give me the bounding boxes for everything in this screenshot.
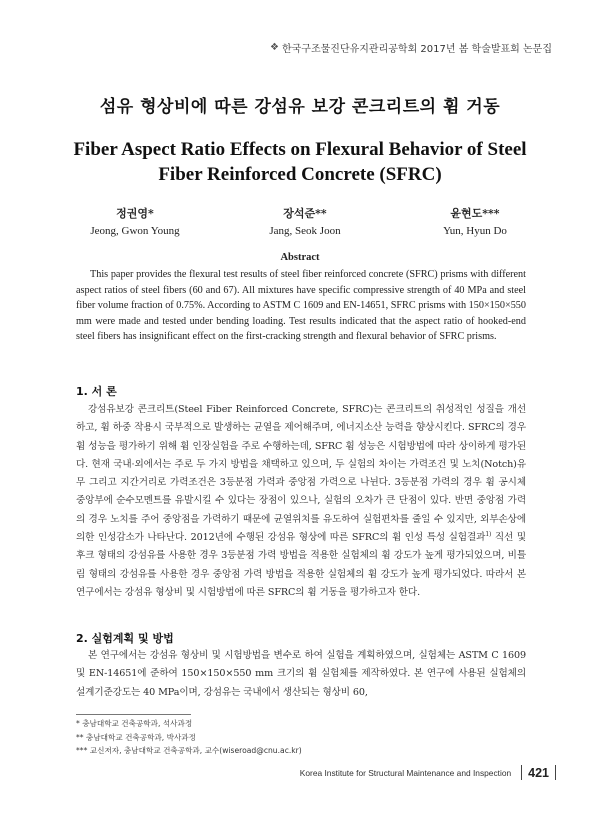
- english-title-line-1: Fiber Aspect Ratio Effects on Flexural Behavior of Steel: [73, 139, 527, 160]
- english-title: [40, 137, 560, 187]
- footnote-3: *** 교신저자, 충남대학교 건축공학과, 교수(wiseroad@cnu.ac.kr): [76, 746, 302, 755]
- author-1: [60, 205, 210, 237]
- section-1-heading: 1. 서 론: [76, 385, 117, 398]
- header-text: 한국구조물진단유지관리공학회 2017년 봄 학술발표회 논문집: [281, 44, 552, 55]
- abstract-text: This paper provides the flexural test results of steel fiber reinforced concrete (SFRC) prisms with different aspect ratios of steel fibers (60 and 67). All mixtures have specific compressive strength of 40 MPa and steel fiber volume fraction of 0.75%. According to ASTM C 1609 and EN-14651, SFRC prisms with 150×150×550 mm were made and tested under bending loading. Test results indicated that the aspect ratio of hooked-end steel fibers has insignificant effect on the first-cracking strength and flexural behavior of SFRC prisms.: [76, 269, 526, 343]
- footer-divider: [521, 765, 522, 780]
- section-2-body: 본 연구에서는 강섬유 형상비 및 시험방법을 변수로 하여 실험을 계획하였으며, 실험체는 ASTM C 1609 및 EN-14651에 준하여 150×150×550 mm 크기의 휨 실험체를 제작하였다. 본 연구에 사용된 실험체의 설계기준강도는 40 MPa이며, 강섬유는 국내에서 생산되는 형상비 60,: [76, 650, 526, 698]
- author-name-korean: 장석준**: [283, 207, 327, 220]
- section-2-heading: 2. 실험계획 및 방법: [76, 632, 174, 645]
- author-list: [60, 205, 550, 237]
- author-name-english: Yun, Hyun Do: [443, 225, 507, 237]
- square-mark-icon: ❖: [270, 42, 279, 53]
- page-number: 421: [528, 765, 549, 780]
- english-title-line-2: Fiber Reinforced Concrete (SFRC): [158, 164, 442, 185]
- footer-institute: Korea Institute for Structural Maintenance and Inspection: [299, 767, 512, 778]
- author-name-korean: 정권영*: [116, 207, 154, 220]
- abstract-heading: Abstract: [280, 252, 320, 263]
- section-1-text-part-1: 강섬유보강 콘크리트(Steel Fiber Reinforced Concrete, SFRC)는 콘크리트의 취성적인 성질을 개선하고, 휨 하중 작용시 국부적으로 발생하는 균열을 제어해주며, 에너지소산 능력을 향상시킨다. SFRC의 경우 휨 성능을 평가하기 위해 휨 인장실험을 주로 수행하는데, SFRC 휨 성능은 시험방법에 따라 상이하게 평가된다. 현재 국내·외에서는 주로 두 가지 방법을 채택하고 있으며, 두 실험의 차이는 가력조건 및 노치(Notch)유무 그리고 지간거리로 가력조건은 3등분점 가력과 중앙점 가력으로 나뉜다. 3등분점 가력의 경우 휨 공시체 중앙부에 순수모멘트를 유발시킬 수 있다는 장점이 있으나, 실험의 오차가 큰 단점이 있다. 반면 중앙점 가력의 경우 노치를 주어 중앙점을 가력하기 때문에 균열위치를 유도하여 실험편차를 줄일 수 있지만, 외부손상에 의한 인성감소가 나타난다. 2012년에 수행된 강섬유 형상에 따른 SFRC의 휨 인성 특성 실험결과: [76, 404, 526, 544]
- citation-superscript[interactable]: 1): [485, 530, 492, 538]
- running-header: [270, 40, 552, 55]
- footnote-2: ** 충남대학교 건축공학과, 박사과정: [76, 732, 196, 742]
- author-2: [230, 205, 380, 237]
- author-name-english: Jeong, Gwon Young: [90, 225, 180, 237]
- section-1-body: [76, 401, 526, 602]
- page-footer: [300, 765, 556, 780]
- footnotes: [76, 717, 302, 758]
- author-name-korean: 윤현도***: [450, 207, 500, 220]
- footer-divider-right: [555, 765, 556, 780]
- footnote-1: * 충남대학교 건축공학과, 석사과정: [76, 719, 193, 728]
- korean-title: 섬유 형상비에 따른 강섬유 보강 콘크리트의 휨 거동: [99, 97, 501, 117]
- footnote-divider: [76, 714, 191, 715]
- author-3: [400, 205, 550, 237]
- section-1-text-part-2: 직선 및 후크 형태의 강섬유를 사용한 경우 3등분점 가력 방법을 적용한 실험체의 휨 강도가 높게 평가되었으며, 비틀림 형태의 강섬유를 사용한 경우 중앙점 가력 방법을 적용한 실험체의 휨 강도가 높게 평가되었다. 따라서 본 연구에서는 강섬유 형상비 및 시험방법에 따른 SFRC의 휨 거동을 평가하고자 한다.: [76, 532, 526, 598]
- author-name-english: Jang, Seok Joon: [269, 225, 341, 237]
